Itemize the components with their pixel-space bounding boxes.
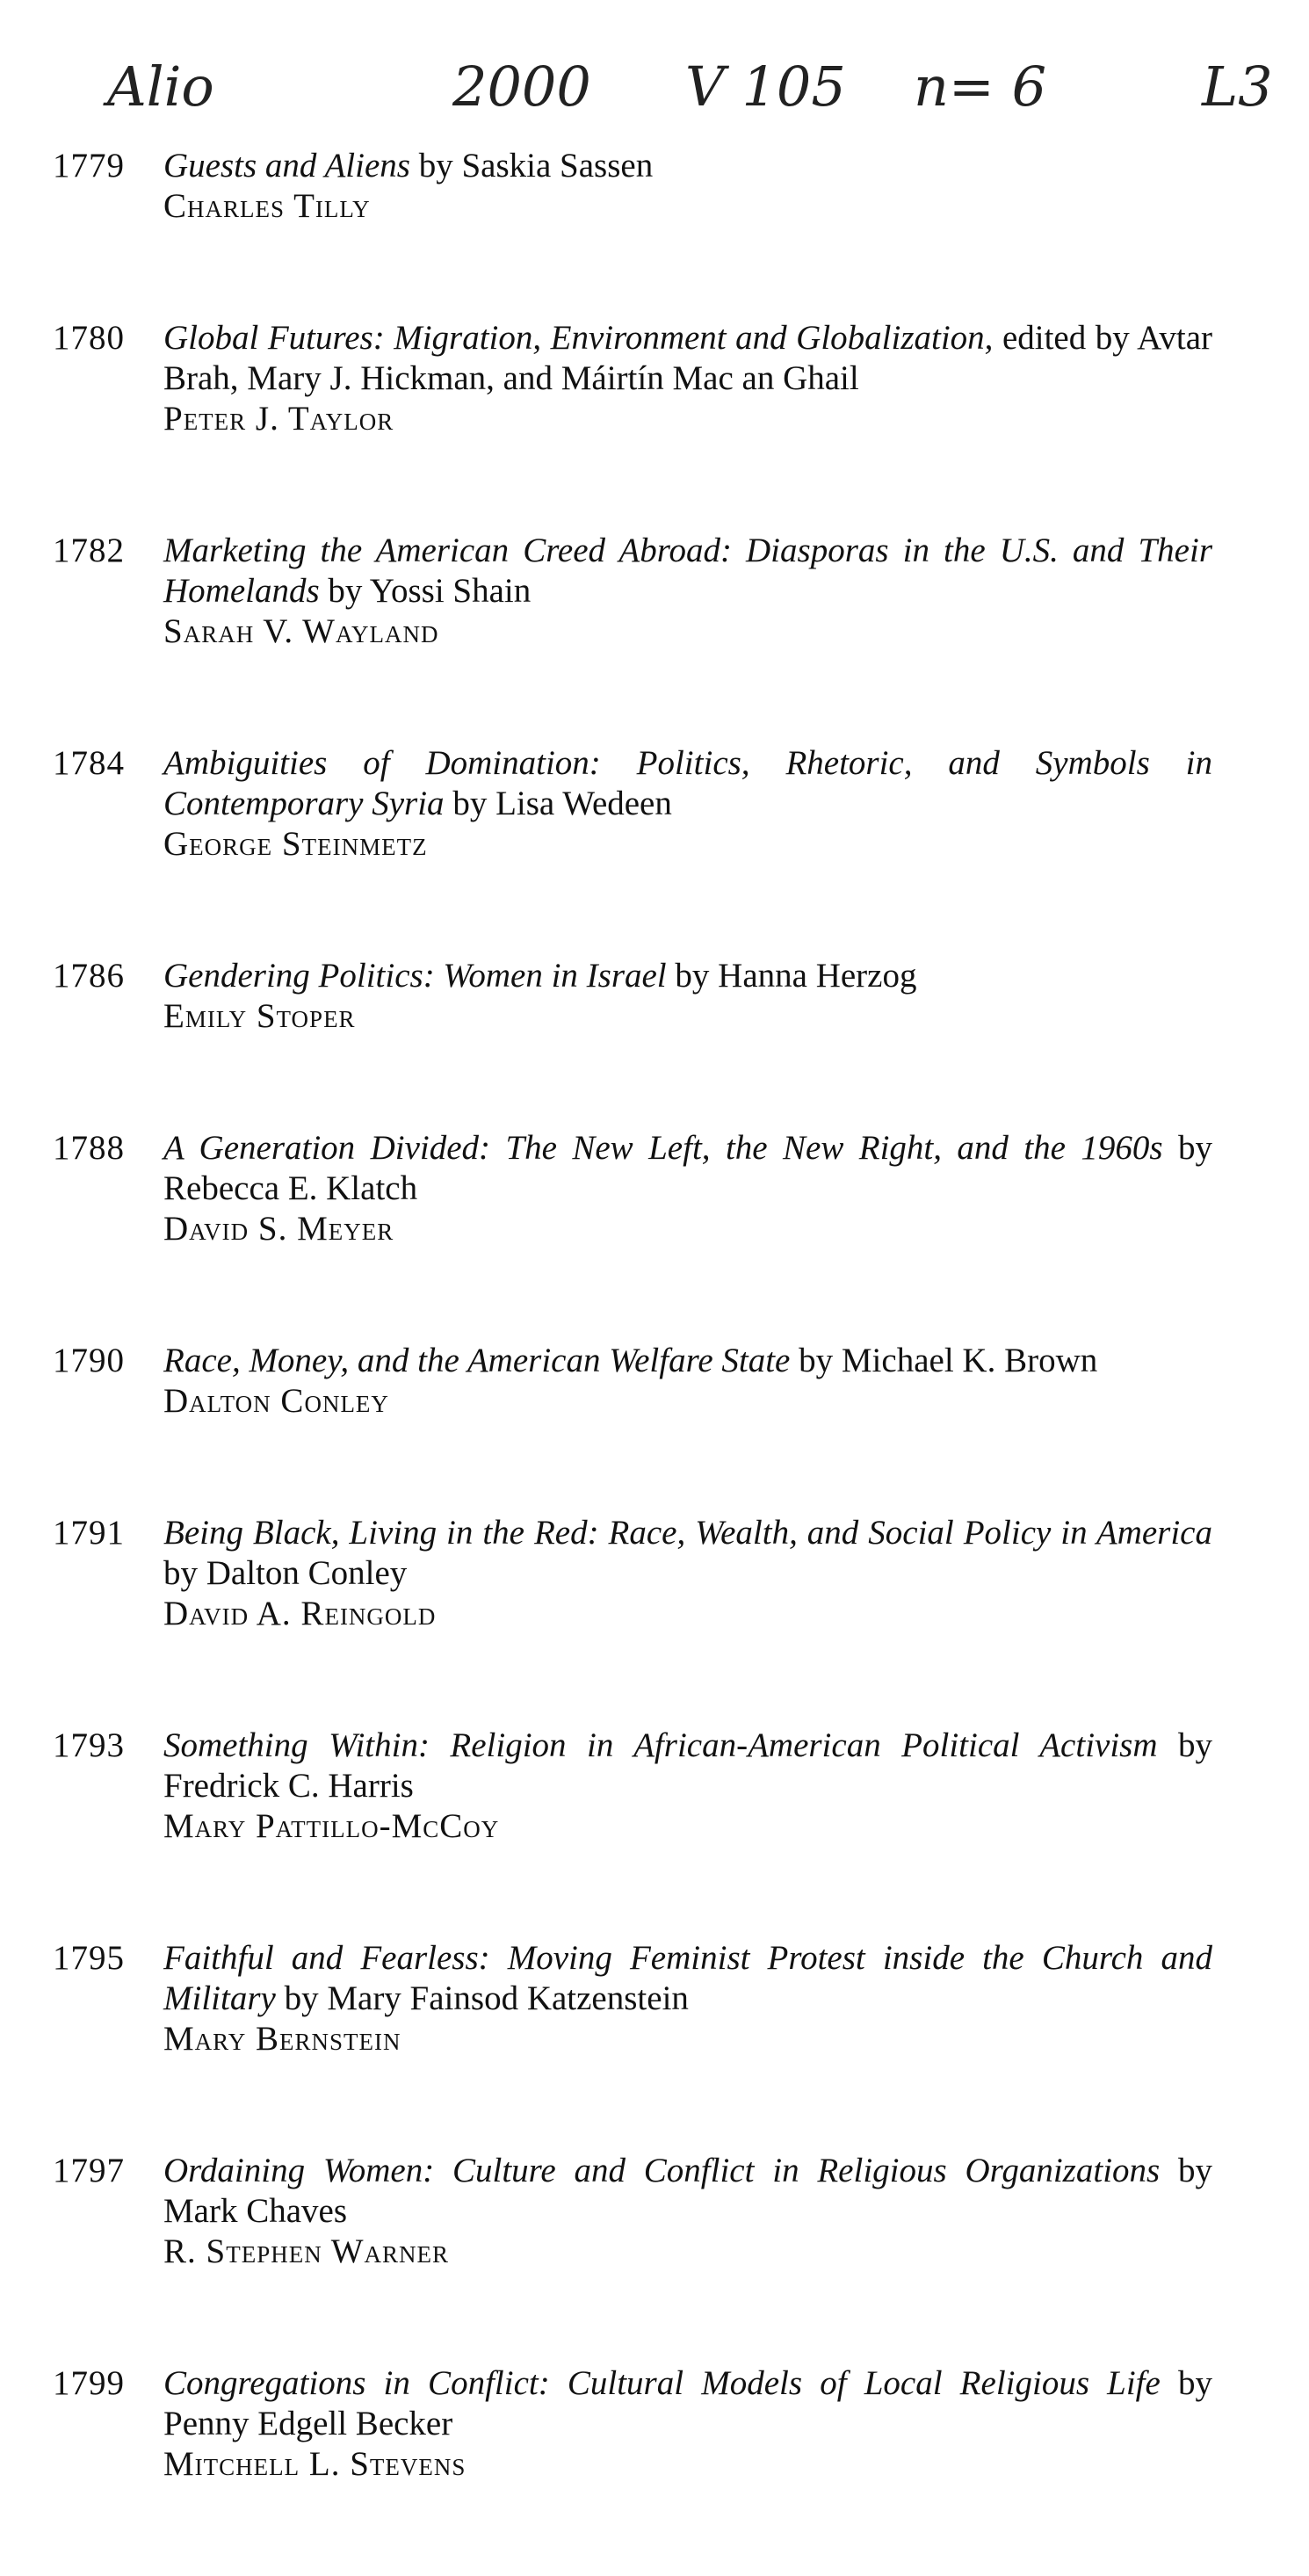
review-entry: [53, 2151, 1212, 2272]
entry-text: [163, 1938, 1212, 2059]
page-number: 1797: [53, 2152, 125, 2189]
reviewer-name: David A. Reingold: [163, 1595, 437, 1632]
entry-text: [163, 318, 1212, 439]
reviewer-name: Mary Pattillo-McCoy: [163, 1807, 500, 1845]
review-entry: [53, 743, 1212, 865]
review-entry: [53, 1128, 1212, 1249]
book-author: by Mark Chaves: [163, 2152, 1213, 2230]
page-number: 1788: [53, 1129, 125, 1167]
page-number: 1780: [53, 319, 125, 357]
entry-text: [163, 956, 1212, 1037]
handwritten-journal: Alio: [107, 54, 214, 119]
book-title: Marketing the American Creed Abroad: Diasporas in the U.S. and Their Homelands: [163, 532, 1212, 610]
page-number: 1799: [53, 2364, 125, 2402]
entry-text: [163, 1128, 1212, 1249]
book-author: by Penny Edgell Becker: [163, 2364, 1213, 2442]
book-author: edited by Avtar Brah, Mary J. Hickman, and Máirtín Mac an Ghail: [163, 319, 1212, 397]
book-author: by Yossi Shain: [319, 572, 532, 610]
book-author: by Lisa Wedeen: [444, 785, 672, 822]
reviewer-name: George Steinmetz: [163, 825, 428, 863]
book-title: Something Within: Religion in African-American Political Activism: [163, 1726, 1158, 1764]
reviewer-name: David S. Meyer: [163, 1210, 394, 1248]
reviewer-name: Emily Stoper: [163, 997, 356, 1035]
review-entry: [53, 1938, 1212, 2059]
entry-text: [163, 146, 1212, 227]
reviewer-name: Mitchell L. Stevens: [163, 2445, 466, 2483]
book-title: Ordaining Women: Culture and Conflict in Religious Organizations: [163, 2152, 1161, 2189]
page-number: 1784: [53, 744, 125, 782]
page-number: 1790: [53, 1342, 125, 1379]
book-author: by Saskia Sassen: [409, 147, 654, 185]
handwritten-annotation: [0, 35, 1309, 132]
book-title: Congregations in Conflict: Cultural Models of Local Religious Life: [163, 2364, 1161, 2402]
book-author: by Fredrick C. Harris: [163, 1726, 1212, 1805]
review-entry: [53, 146, 1212, 227]
review-entry: [53, 531, 1212, 652]
page-number: 1779: [53, 147, 125, 185]
book-title: Guests and Aliens: [163, 147, 410, 185]
review-entry: [53, 1513, 1212, 1634]
entry-text: [163, 1726, 1212, 1847]
page-number: 1786: [53, 957, 125, 995]
page-number: 1782: [53, 532, 125, 569]
handwritten-code: L3: [1202, 54, 1273, 119]
book-title: Being Black, Living in the Red: Race, Wealth, and Social Policy in America: [163, 1514, 1212, 1552]
entry-text: [163, 531, 1212, 652]
review-entry: [53, 1726, 1212, 1847]
book-title: A Generation Divided: The New Left, the New Right, and the 1960s: [163, 1129, 1163, 1167]
book-title: Gendering Politics: Women in Israel: [163, 957, 667, 995]
book-author: by Mary Fainsod Katzenstein: [275, 1979, 689, 2017]
entry-text: [163, 2363, 1212, 2485]
entry-text: [163, 743, 1212, 865]
handwritten-volume: V 105: [685, 54, 846, 119]
page-number: 1795: [53, 1939, 125, 1977]
review-list: [53, 146, 1212, 2576]
entry-text: [163, 2151, 1212, 2272]
page-number: 1791: [53, 1514, 125, 1552]
book-author: by Michael K. Brown: [790, 1342, 1098, 1379]
handwritten-year: 2000: [452, 54, 591, 119]
reviewer-name: Charles Tilly: [163, 187, 371, 225]
reviewer-name: Peter J. Taylor: [163, 400, 394, 438]
book-author: by Hanna Herzog: [666, 957, 917, 995]
review-entry: [53, 2363, 1212, 2485]
reviewer-name: Sarah V. Wayland: [163, 612, 439, 650]
book-title: Faithful and Fearless: Moving Feminist Protest inside the Church and Military: [163, 1939, 1212, 2017]
reviewer-name: Dalton Conley: [163, 1382, 389, 1420]
handwritten-number: n= 6: [914, 54, 1047, 119]
entry-text: [163, 1341, 1212, 1422]
book-title: Global Futures: Migration, Environment and Globalization,: [163, 319, 994, 357]
reviewer-name: R. Stephen Warner: [163, 2232, 450, 2270]
book-title: Ambiguities of Domination: Politics, Rhetoric, and Symbols in Contemporary Syria: [163, 744, 1212, 822]
entry-text: [163, 1513, 1212, 1634]
book-author: by Rebecca E. Klatch: [163, 1129, 1213, 1207]
review-entry: [53, 956, 1212, 1037]
reviewer-name: Mary Bernstein: [163, 2020, 401, 2058]
review-entry: [53, 1341, 1212, 1422]
book-title: Race, Money, and the American Welfare State: [163, 1342, 791, 1379]
book-author: by Dalton Conley: [163, 1554, 408, 1592]
review-entry: [53, 318, 1212, 439]
page-number: 1793: [53, 1726, 125, 1764]
